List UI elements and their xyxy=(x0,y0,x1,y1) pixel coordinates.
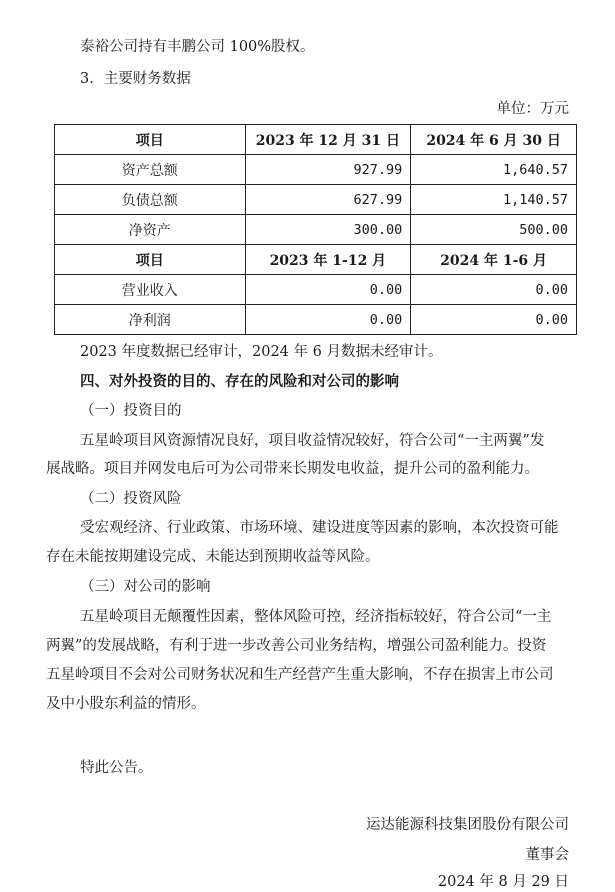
table-row xyxy=(55,155,577,185)
sub1-line: 展战略。项目并网发电后可为公司带来长期发电收益，提升公司的盈利能力。 xyxy=(46,461,539,477)
audit-note: 2023 年度数据已经审计，2024 年 6 月数据未经审计。 xyxy=(80,344,443,360)
sub1-line: 五星岭项目风资源情况良好，项目收益情况较好，符合公司“一主两翼”发 xyxy=(80,433,545,449)
company-name: 运达能源科技集团股份有限公司 xyxy=(366,817,569,833)
table-cell: 0.00 xyxy=(411,275,577,305)
sub2-title: （二）投资风险 xyxy=(80,491,182,507)
table-row xyxy=(55,305,577,335)
sub3-line: 两翼”的发展战略，有利于进一步改善公司业务结构，增强公司盈利能力。投资 xyxy=(46,638,547,654)
sub3-line: 及中小股东利益的情形。 xyxy=(46,696,206,712)
table-cell: 营业收入 xyxy=(55,275,246,305)
table-cell: 净利润 xyxy=(55,305,246,335)
sub3-line: 五星岭项目不会对公司财务状况和生产经营产生重大影响，不存在损害上市公司 xyxy=(46,667,554,683)
announcement-date: 2024 年 8 月 29 日 xyxy=(437,874,569,890)
board-label: 董事会 xyxy=(525,847,569,863)
table-cell: 1,640.57 xyxy=(411,155,577,185)
sub2-line: 受宏观经济、行业政策、市场环境、建设进度等因素的影响，本次投资可能 xyxy=(80,520,559,536)
table-cell: 1,140.57 xyxy=(411,185,577,215)
table-header-row xyxy=(55,245,577,275)
intro-line: 泰裕公司持有丰鹏公司 100%股权。 xyxy=(80,39,315,55)
closing-text: 特此公告。 xyxy=(80,760,153,776)
section4-title: 四、对外投资的目的、存在的风险和对公司的影响 xyxy=(80,373,399,390)
table-cell: 负债总额 xyxy=(55,185,246,215)
table-header-row xyxy=(55,125,577,155)
table-header-cell: 项目 xyxy=(55,245,246,275)
sub2-line: 存在未能按期建设完成、未能达到预期收益等风险。 xyxy=(46,549,380,565)
table-header-cell: 2024 年 1-6 月 xyxy=(411,245,577,275)
table-header-cell: 2023 年 12 月 31 日 xyxy=(245,125,411,155)
table-cell: 资产总额 xyxy=(55,155,246,185)
unit-label: 单位：万元 xyxy=(496,101,569,117)
section3-title: 3．主要财务数据 xyxy=(80,71,191,87)
table-header-cell: 项目 xyxy=(55,125,246,155)
table-header-cell: 2024 年 6 月 30 日 xyxy=(411,125,577,155)
sub3-title: （三）对公司的影响 xyxy=(80,579,211,595)
table-cell: 0.00 xyxy=(245,305,411,335)
table-cell: 300.00 xyxy=(245,215,411,245)
table-row xyxy=(55,275,577,305)
table-cell: 净资产 xyxy=(55,215,246,245)
table-cell: 500.00 xyxy=(411,215,577,245)
table-header-cell: 2023 年 1-12 月 xyxy=(245,245,411,275)
financial-data-table xyxy=(54,124,577,335)
sub1-title: （一）投资目的 xyxy=(80,403,182,419)
table-row xyxy=(55,185,577,215)
table-cell: 627.99 xyxy=(245,185,411,215)
table-cell: 0.00 xyxy=(411,305,577,335)
table-cell: 927.99 xyxy=(245,155,411,185)
table-cell: 0.00 xyxy=(245,275,411,305)
sub3-line: 五星岭项目无颠覆性因素，整体风险可控，经济指标较好，符合公司“一主 xyxy=(80,609,552,625)
table-row xyxy=(55,215,577,245)
